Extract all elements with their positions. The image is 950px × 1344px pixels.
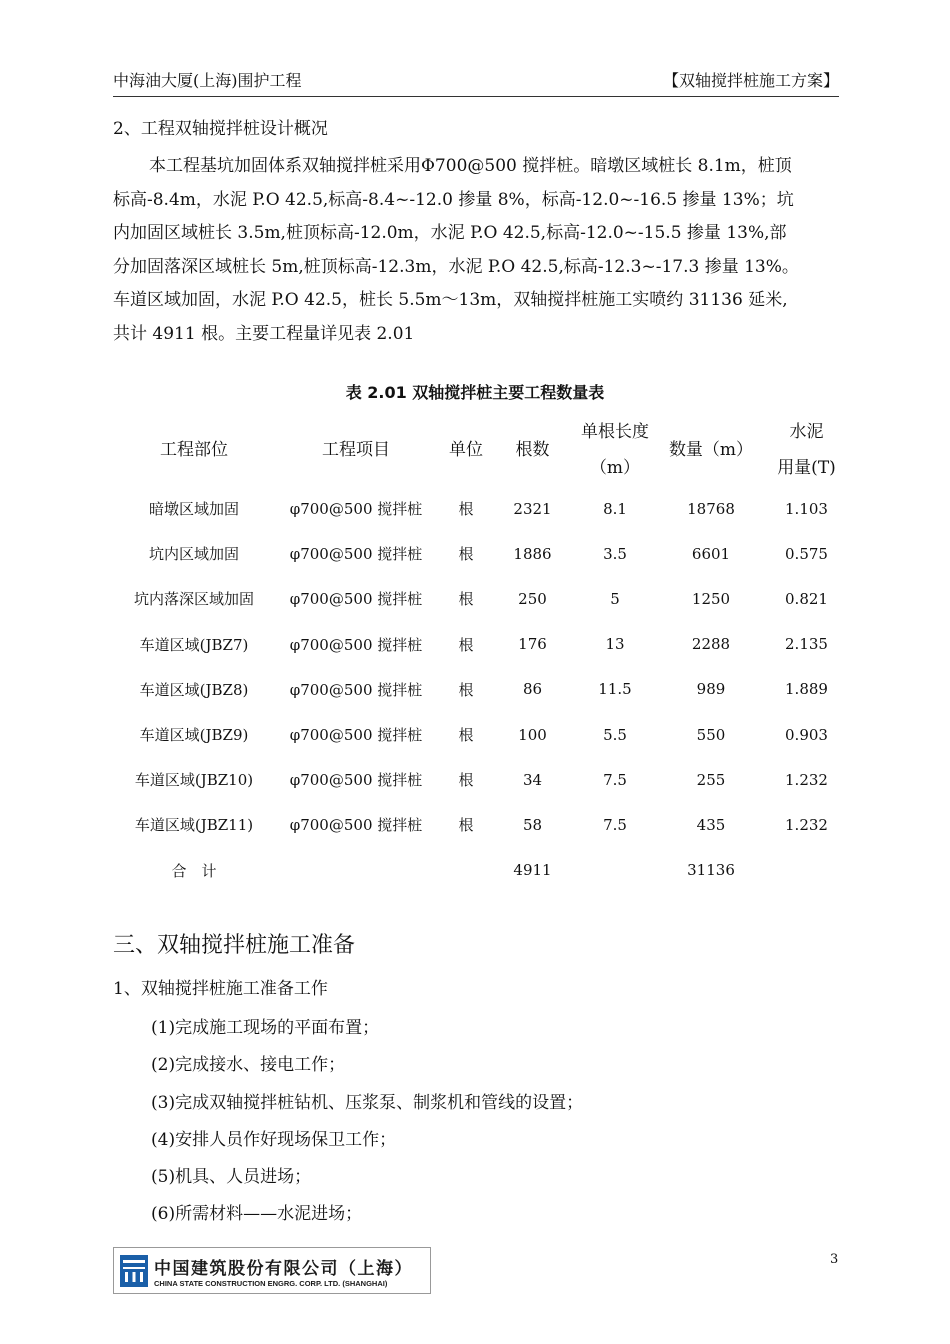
table-row: [113, 802, 851, 847]
list-item: (3)完成双轴搅拌桩钻机、压浆泵、制浆机和管线的设置；: [151, 1092, 584, 1113]
cell-length: 11.5: [598, 680, 632, 699]
cell-location: 车道区域(JBZ9): [139, 726, 249, 745]
header-project-name: 中海油大厦(上海)围护工程: [113, 71, 302, 90]
cell-quantity: 6601: [691, 544, 731, 563]
cell-location: 车道区域(JBZ8): [139, 680, 249, 699]
total-count: 4911: [513, 861, 552, 880]
table-row: [113, 757, 851, 802]
cell-count: 1886: [513, 544, 552, 563]
cell-unit: 根: [458, 771, 474, 790]
cell-unit: 根: [458, 726, 474, 745]
subsection-title: 1、双轴搅拌桩施工准备工作: [113, 979, 328, 999]
cell-quantity: 2288: [691, 635, 731, 654]
table-row: [113, 622, 851, 667]
cell-cement: 1.232: [785, 815, 828, 834]
preparation-list: [151, 1010, 583, 1234]
cell-unit: 根: [458, 680, 474, 699]
cell-quantity: 18768: [687, 499, 735, 518]
cell-item: φ700@500 搅拌桩: [289, 545, 423, 564]
cell-length: 5.5: [603, 725, 627, 744]
cell-count: 250: [518, 589, 547, 608]
cell-quantity: 435: [696, 815, 726, 834]
company-name-cn: 中国建筑股份有限公司（上海）: [154, 1259, 413, 1279]
section-title: 2、工程双轴搅拌桩设计概况: [113, 119, 328, 139]
company-name-en: CHINA STATE CONSTRUCTION ENGRG. CORP. LTD. (SHANGHAI): [154, 1279, 388, 1288]
paragraph-line: 标高-8.4m，水泥 P.O 42.5,标高-8.4~-12.0 掺量 8%，标高-12.0~-16.5 掺量 13%；坑: [113, 189, 794, 210]
cell-item: φ700@500 搅拌桩: [289, 590, 423, 609]
cell-cement: 1.103: [785, 499, 828, 518]
cell-length: 8.1: [603, 499, 627, 518]
cscec-logo-icon: [120, 1255, 148, 1287]
page-number: 3: [830, 1252, 839, 1267]
cell-location: 暗墩区域加固: [148, 500, 239, 519]
cell-unit: 根: [458, 590, 474, 609]
cell-unit: 根: [458, 500, 474, 519]
cell-count: 58: [522, 815, 543, 834]
cell-item: φ700@500 搅拌桩: [289, 680, 423, 699]
cell-quantity: 255: [696, 770, 726, 789]
cell-item: φ700@500 搅拌桩: [289, 816, 423, 835]
cell-cement: 0.575: [785, 544, 828, 563]
company-logo: [113, 1247, 431, 1294]
cell-length: 3.5: [603, 544, 627, 563]
cell-location: 车道区域(JBZ7): [139, 635, 249, 654]
cell-count: 2321: [513, 499, 552, 518]
cell-cement: 1.232: [785, 770, 828, 789]
cell-item: φ700@500 搅拌桩: [289, 500, 423, 519]
paragraph-line: 车道区域加固，水泥 P.O 42.5，桩长 5.5m～13m，双轴搅拌桩施工实喷约 31136 延米,: [113, 290, 788, 311]
table-total-row: [113, 848, 851, 893]
table-caption: 表 2.01 双轴搅拌桩主要工程数量表: [345, 383, 605, 402]
header-location: 工程部位: [160, 440, 228, 460]
page-header: [113, 66, 839, 97]
list-item: (5)机具、人员进场；: [151, 1167, 312, 1188]
list-item: (2)完成接水、接电工作；: [151, 1055, 346, 1076]
cell-cement: 0.821: [785, 589, 828, 608]
paragraph-line: 内加固区域桩长 3.5m,桩顶标高-12.0m，水泥 P.O 42.5,标高-12.0~-15.5 掺量 13%,部: [113, 223, 787, 244]
header-single-length-line2: （m）: [589, 458, 641, 478]
header-cement: [762, 414, 851, 486]
cell-location: 车道区域(JBZ10): [134, 771, 254, 790]
cell-length: 7.5: [603, 770, 627, 789]
cell-quantity: 989: [696, 680, 726, 699]
list-item: (4)安排人员作好现场保卫工作；: [151, 1129, 397, 1150]
cell-item: φ700@500 搅拌桩: [289, 726, 423, 745]
header-item: 工程项目: [322, 440, 390, 460]
cell-unit: 根: [458, 545, 474, 564]
cell-length: 5: [610, 589, 620, 608]
cell-count: 100: [518, 725, 547, 744]
cell-item: φ700@500 搅拌桩: [289, 635, 423, 654]
header-single-length-line1: 单根长度: [581, 422, 649, 442]
cell-count: 176: [518, 635, 547, 654]
chapter-title: 三、双轴搅拌桩施工准备: [113, 933, 356, 958]
cell-length: 13: [605, 635, 625, 654]
header-cement-line1: 水泥: [789, 422, 824, 442]
cell-location: 坑内区域加固: [148, 545, 239, 564]
table-row: [113, 486, 851, 531]
list-item: (1)完成施工现场的平面布置；: [151, 1018, 380, 1038]
cell-quantity: 1250: [691, 589, 731, 608]
cell-location: 坑内落深区域加固: [133, 590, 254, 609]
cell-unit: 根: [458, 635, 474, 654]
table-row: [113, 712, 851, 757]
list-item: (6)所需材料——水泥进场；: [151, 1204, 363, 1225]
paragraph-line: 本工程基坑加固体系双轴搅拌桩采用Φ700@500 搅拌桩。暗墩区域桩长 8.1m，桩顶: [149, 156, 792, 176]
cell-count: 86: [522, 680, 543, 699]
quantity-table: [113, 414, 851, 893]
paragraph-line: 共计 4911 根。主要工程量详见表 2.01: [113, 323, 415, 344]
cell-item: φ700@500 搅拌桩: [289, 771, 423, 790]
header-unit: 单位: [449, 440, 483, 460]
header-count: 根数: [515, 440, 550, 460]
header-document-title: 【双轴搅拌桩施工方案】: [662, 71, 839, 90]
cell-length: 7.5: [603, 815, 627, 834]
cell-cement: 0.903: [785, 725, 828, 744]
cell-cement: 2.135: [785, 635, 828, 654]
cell-location: 车道区域(JBZ11): [134, 816, 254, 835]
cell-cement: 1.889: [785, 680, 828, 699]
cell-unit: 根: [458, 816, 474, 835]
table-row: [113, 576, 851, 621]
header-quantity: 数量（m）: [668, 440, 754, 460]
cell-quantity: 550: [696, 725, 726, 744]
header-single-length: [570, 414, 660, 486]
design-overview-paragraph: [113, 150, 841, 352]
paragraph-line: 分加固落深区域桩长 5m,桩顶标高-12.3m，水泥 P.O 42.5,标高-12.3~-17.3 掺量 13%。: [113, 256, 799, 277]
table-row: [113, 667, 851, 712]
total-label: 合 计: [171, 861, 217, 880]
table-header-row: [113, 414, 851, 486]
header-cement-line2: 用量(T): [777, 458, 836, 478]
cell-count: 34: [522, 770, 543, 789]
table-row: [113, 531, 851, 576]
total-quantity: 31136: [687, 861, 735, 880]
